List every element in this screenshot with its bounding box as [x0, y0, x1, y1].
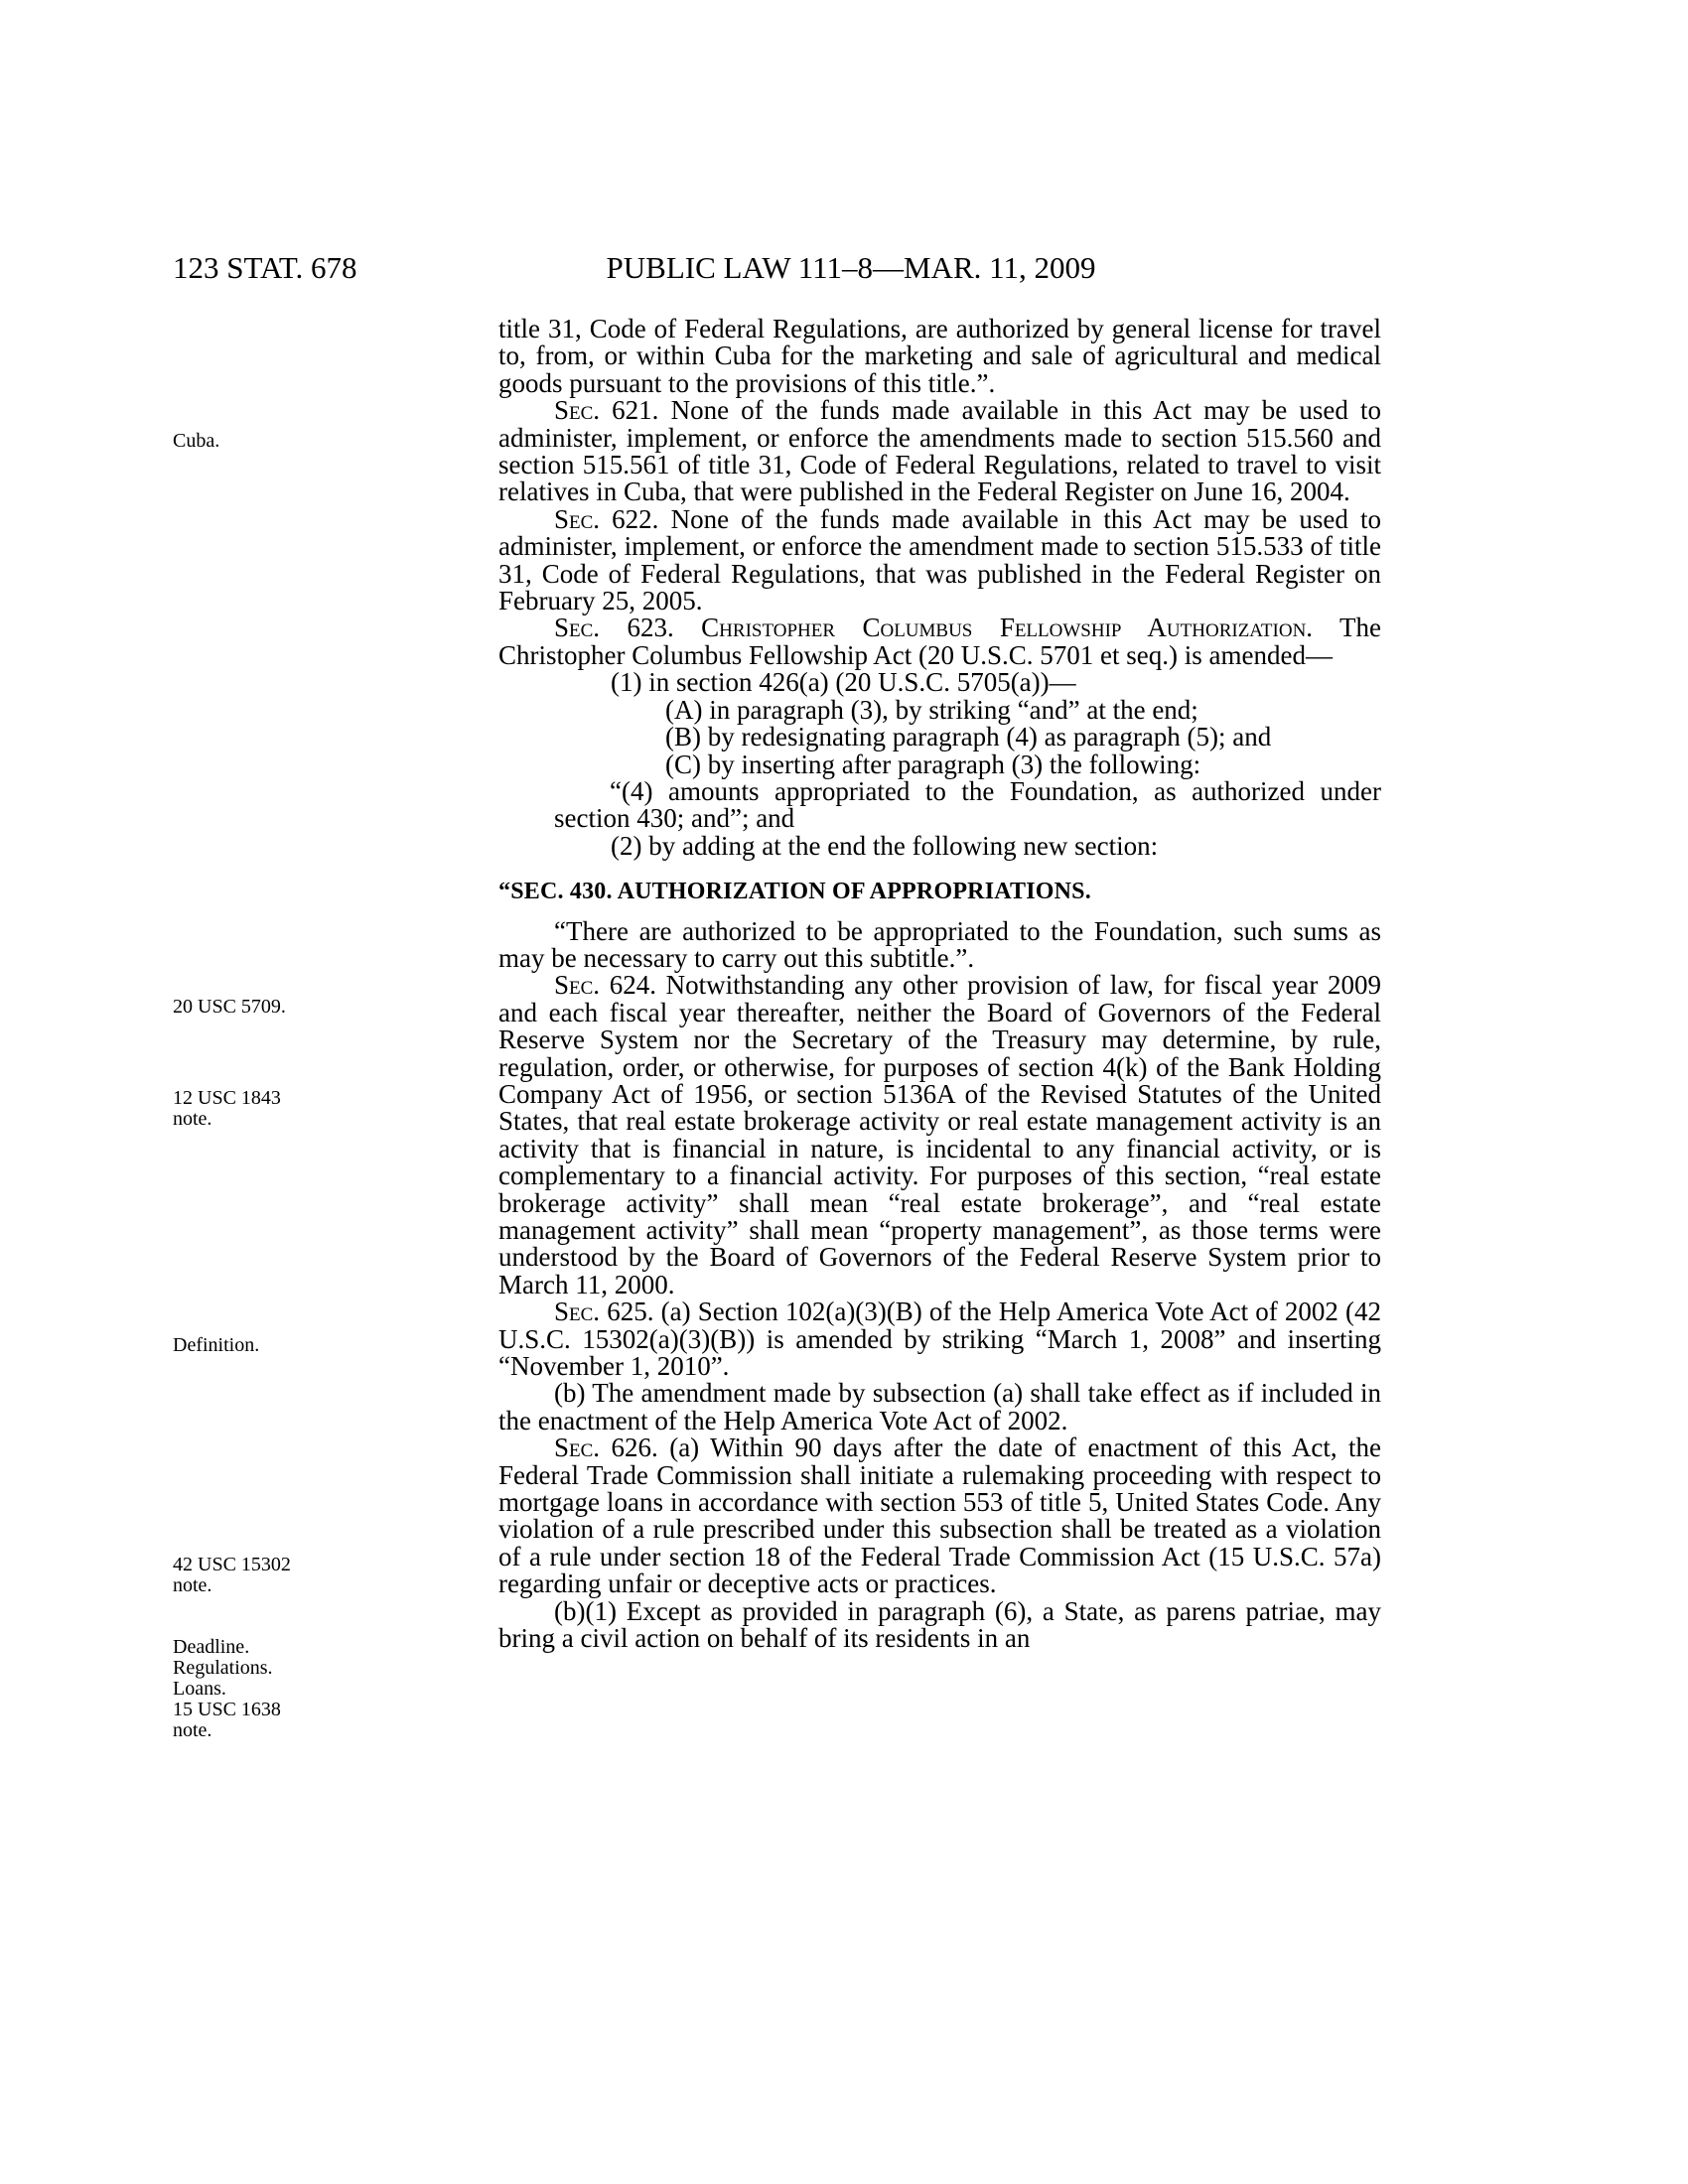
section-621: Sec. 621. None of the funds made available in this Act may be used to administer, implement, or enforce the amendments made to section 515.560 and section 515.561 of title 31, Code of Federal Regulations, related to travel to visit relatives in Cuba, that were published in the Federal Register on June 16, 2004.	[498, 395, 1381, 507]
section-626-b: (b)(1) Except as provided in paragraph (6), a State, as parens patriae, may bring a civil action on behalf of its residents in an	[498, 1595, 1381, 1654]
margin-note-12usc1843: 12 USC 1843 note.	[173, 1087, 281, 1130]
section-625-b: (b) The amendment made by subsection (a) shall take effect as if included in the enactment of the Help America Vote Act of 2002.	[498, 1378, 1381, 1435]
section-623-item-A: (A) in paragraph (3), by striking “and” at the end;	[665, 694, 1198, 725]
section-623-quote: “(4) amounts appropriated to the Foundation, as authorized under section 430; and”; and	[554, 775, 1381, 834]
section-625-label: Sec. 625.	[554, 1297, 654, 1327]
intro-paragraph: title 31, Code of Federal Regulations, are authorized by general license for travel to, from, or within Cuba for the marketing and sale of agricultural and medical goods pursuant to the provisions of this title.”.	[498, 314, 1381, 398]
section-430-heading: “SEC. 430. AUTHORIZATION OF APPROPRIATIONS.	[498, 879, 1091, 905]
margin-note-20usc5709: 20 USC 5709.	[173, 996, 286, 1018]
section-623-item-C: (C) by inserting after paragraph (3) the following:	[665, 749, 1201, 779]
margin-note-definition: Definition.	[173, 1334, 260, 1356]
section-626-label: Sec. 626.	[554, 1433, 658, 1463]
stat-page-number: 123 STAT. 678	[173, 250, 357, 285]
section-625: Sec. 625. (a) Section 102(a)(3)(B) of the Help America Vote Act of 2002 (42 U.S.C. 15302(a)(3)(B)) is amended by striking “March 1, 2008” and inserting “November 1, 2010”.	[498, 1297, 1381, 1382]
section-623-label: Sec. 623. Christopher Columbus Fellowship Authorization.	[554, 613, 1314, 643]
section-622: Sec. 622. None of the funds made available in this Act may be used to administer, implement, or enforce the amendment made to section 515.533 of title 31, Code of Federal Regulations, that was published in the Federal Register on February 25, 2005.	[498, 503, 1381, 616]
section-624: Sec. 624. Notwithstanding any other provision of law, for fiscal year 2009 and each fiscal year thereafter, neither the Board of Governors of the Federal Reserve System nor the Secretary of the Treasury may determine, by rule, regulation, order, or otherwise, for purposes of section 4(k) of the Bank Holding Company Act of 1956, or section 5136A of the Revised Statutes of the United States, that real estate brokerage activity or real estate management activity is an activity that is financial in nature, is incidental to any financial activity, or is complementary to a financial activity. For purposes of this section, “real estate brokerage activity” shall mean “real estate brokerage”, and “real estate management activity” shall mean “property management”, as those terms were understood by the Board of Governors of the Federal Reserve System prior to March 11, 2000.	[498, 970, 1381, 1299]
section-623-item-B: (B) by redesignating paragraph (4) as paragraph (5); and	[665, 722, 1272, 752]
statute-body	[498, 316, 1381, 1653]
section-622-label: Sec. 622.	[554, 503, 659, 534]
section-621-label: Sec. 621.	[554, 395, 659, 426]
section-626: Sec. 626. (a) Within 90 days after the date of enactment of this Act, the Federal Trade Commission shall initiate a rulemaking proceeding with respect to mortgage loans in accordance with section 553 of title 5, United States Code. Any violation of a rule prescribed under this subsection shall be treated as a violation of a rule under section 18 of the Federal Trade Commission Act (15 U.S.C. 57a) regarding unfair or deceptive acts or practices.	[498, 1433, 1381, 1599]
section-623-item-2: (2) by adding at the end the following new section:	[611, 830, 1159, 861]
page-header	[0, 250, 1688, 290]
section-623-item-1: (1) in section 426(a) (20 U.S.C. 5705(a))—	[611, 667, 1076, 698]
law-title: PUBLIC LAW 111–8—MAR. 11, 2009	[606, 250, 1096, 285]
margin-note-deadline: Deadline. Regulations. Loans. 15 USC 1638 note.	[173, 1636, 281, 1741]
margin-note-cuba: Cuba.	[173, 430, 220, 452]
section-430-text: “There are authorized to be appropriated to the Foundation, such sums as may be necessary to carry out this subtitle.”.	[498, 915, 1381, 973]
section-623: Sec. 623. Christopher Columbus Fellowship Authorization. The Christopher Columbus Fellowship Act (20 U.S.C. 5701 et seq.) is amended—	[498, 613, 1381, 670]
margin-note-42usc15302: 42 USC 15302 note.	[173, 1554, 291, 1596]
section-624-label: Sec. 624.	[554, 970, 656, 1001]
